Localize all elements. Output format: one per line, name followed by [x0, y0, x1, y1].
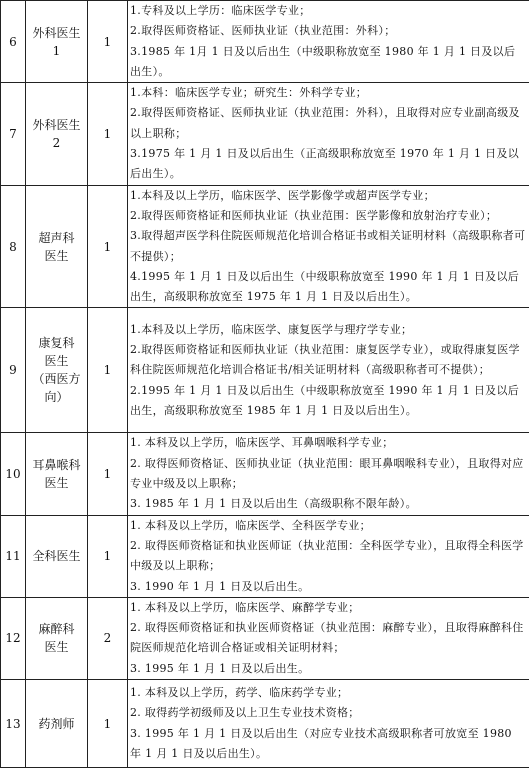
position-name-line: 康复科: [26, 334, 87, 352]
position-name: [26, 515, 88, 597]
requirement-item: 3.1975 年 1 月 1 日及以后出生（正高级职称放宽至 1970 年 1 月 1 日及以后出生）。: [130, 144, 526, 185]
requirement-item: 2. 取得药学初级师及以上卫生专业技术资格；: [130, 703, 526, 723]
requirements-cell: [128, 597, 529, 679]
row-number: 6: [1, 1, 26, 83]
row-number: 8: [1, 185, 26, 308]
position-name-line: 1: [26, 42, 87, 60]
requirement-item: 1.本科：临床医学专业；研究生：外科学专业；: [130, 83, 526, 103]
requirement-item: 1.专科及以上学历：临床医学专业；: [130, 1, 526, 21]
position-name-line: 耳鼻喉科: [26, 456, 87, 474]
position-name: [26, 433, 88, 515]
table-row: [1, 433, 529, 515]
position-name-line: 2: [26, 134, 87, 152]
hiring-count: 2: [88, 597, 128, 679]
row-number: 11: [1, 515, 26, 597]
row-number: 9: [1, 308, 26, 433]
position-name: [26, 185, 88, 308]
requirement-item: 3.1985 年 1月 1 日及以后出生（中级职称放宽至 1980 年 1 月 1 日及以后出生）。: [130, 42, 526, 83]
requirement-item: 3. 1995 年 1 月 1 日及以后出生。: [130, 659, 526, 679]
requirement-item: 2. 取得医师资格证、医师执业证（执业范围：眼耳鼻咽喉科专业），且取得对应专业中级及以上职称；: [130, 454, 526, 495]
requirement-item: 1.本科及以上学历，临床医学、医学影像学或超声医学专业；: [130, 186, 526, 206]
position-name: [26, 680, 88, 768]
position-name: [26, 83, 88, 185]
requirements-cell: [128, 1, 529, 83]
hiring-count: 1: [88, 185, 128, 308]
position-name-line: 外科医生: [26, 24, 87, 42]
requirement-item: 2.1995 年 1 月 1 日及以后出生（中级职称放宽至 1990 年 1 月 1 日及以后出生，高级职称放宽至 1985 年 1 月 1 日及以后出生）。: [130, 381, 526, 422]
requirement-item: 4.1995 年 1 月 1 日及以后出生（中级职称放宽至 1990 年 1 月 1 日及以后出生，高级职称放宽至 1975 年 1 月 1 日及以后出生）。: [130, 267, 526, 308]
hiring-count: 1: [88, 680, 128, 768]
requirement-item: 2.取得医师资格证、医师执业证（执业范围：外科），且取得对应专业副高级及以上职称；: [130, 103, 526, 144]
position-name-line: （西医方: [26, 370, 87, 388]
hiring-count: 1: [88, 433, 128, 515]
requirement-item: 2.取得医师资格证和医师执业证（执业范围：康复医学专业），或取得康复医学科住院医师规范化培训合格证书/相关证明材料（高级职称者可不提供）；: [130, 340, 526, 381]
hiring-count: 1: [88, 515, 128, 597]
requirement-item: 1. 本科及以上学历，药学、临床药学专业；: [130, 683, 526, 703]
position-name-line: 药剂师: [26, 715, 87, 733]
hiring-count: 1: [88, 308, 128, 433]
requirement-item: 3.取得超声医学科住院医师规范化培训合格证书或相关证明材料（高级职称者可不提供）；: [130, 226, 526, 267]
position-name-line: 向）: [26, 388, 87, 406]
position-name-line: 医生: [26, 474, 87, 492]
position-name-line: 外科医生: [26, 116, 87, 134]
requirement-item: 3. 1990 年 1 月 1 日及以后出生。: [130, 577, 526, 597]
table-row: [1, 1, 529, 83]
position-name: [26, 1, 88, 83]
requirement-item: 2. 取得医师资格证和执业医师证（执业范围：全科医学专业），且取得全科医学中级及以上职称；: [130, 536, 526, 577]
position-name-line: 全科医生: [26, 547, 87, 565]
position-name: [26, 597, 88, 679]
requirements-cell: [128, 515, 529, 597]
hiring-count: 1: [88, 1, 128, 83]
requirement-item: 3. 1985 年 1 月 1 日及以后出生（高级职称不限年龄）。: [130, 494, 526, 514]
row-number: 12: [1, 597, 26, 679]
requirement-item: 1.本科及以上学历，临床医学、康复医学与理疗学专业；: [130, 320, 526, 340]
table-row: [1, 680, 529, 768]
position-name-line: 医生: [26, 352, 87, 370]
requirement-item: 2.取得医师资格证和医师执业证（执业范围：医学影像和放射治疗专业）；: [130, 206, 526, 226]
table-row: [1, 597, 529, 679]
requirements-cell: [128, 680, 529, 768]
requirement-item: 2.取得医师资格证、医师执业证（执业范围：外科）；: [130, 21, 526, 41]
table-row: [1, 185, 529, 308]
position-name: [26, 308, 88, 433]
position-name-line: 超声科: [26, 229, 87, 247]
position-name-line: 麻醉科: [26, 620, 87, 638]
position-name-line: 医生: [26, 247, 87, 265]
hiring-count: 1: [88, 83, 128, 185]
requirements-cell: [128, 83, 529, 185]
table-row: [1, 83, 529, 185]
requirement-item: 3. 1995 年 1 月 1 日及以后出生（对应专业技术高级职称者可放宽至 1980 年 1 月 1 日及以后出生）。: [130, 724, 526, 765]
row-number: 7: [1, 83, 26, 185]
requirement-item: 1. 本科及以上学历，临床医学、全科医学专业；: [130, 516, 526, 536]
requirements-cell: [128, 308, 529, 433]
requirements-cell: [128, 185, 529, 308]
requirement-item: 1. 本科及以上学历，临床医学、麻醉学专业；: [130, 598, 526, 618]
row-number: 10: [1, 433, 26, 515]
requirement-item: 2. 取得医师资格证和执业医师资格证（执业范围：麻醉专业），且取得麻醉科住院医师规范化培训合格证或相关证明材料；: [130, 618, 526, 659]
table-row: [1, 308, 529, 433]
row-number: 13: [1, 680, 26, 768]
requirements-cell: [128, 433, 529, 515]
position-name-line: 医生: [26, 638, 87, 656]
requirement-item: 1. 本科及以上学历，临床医学、耳鼻咽喉科学专业；: [130, 433, 526, 453]
table-row: [1, 515, 529, 597]
